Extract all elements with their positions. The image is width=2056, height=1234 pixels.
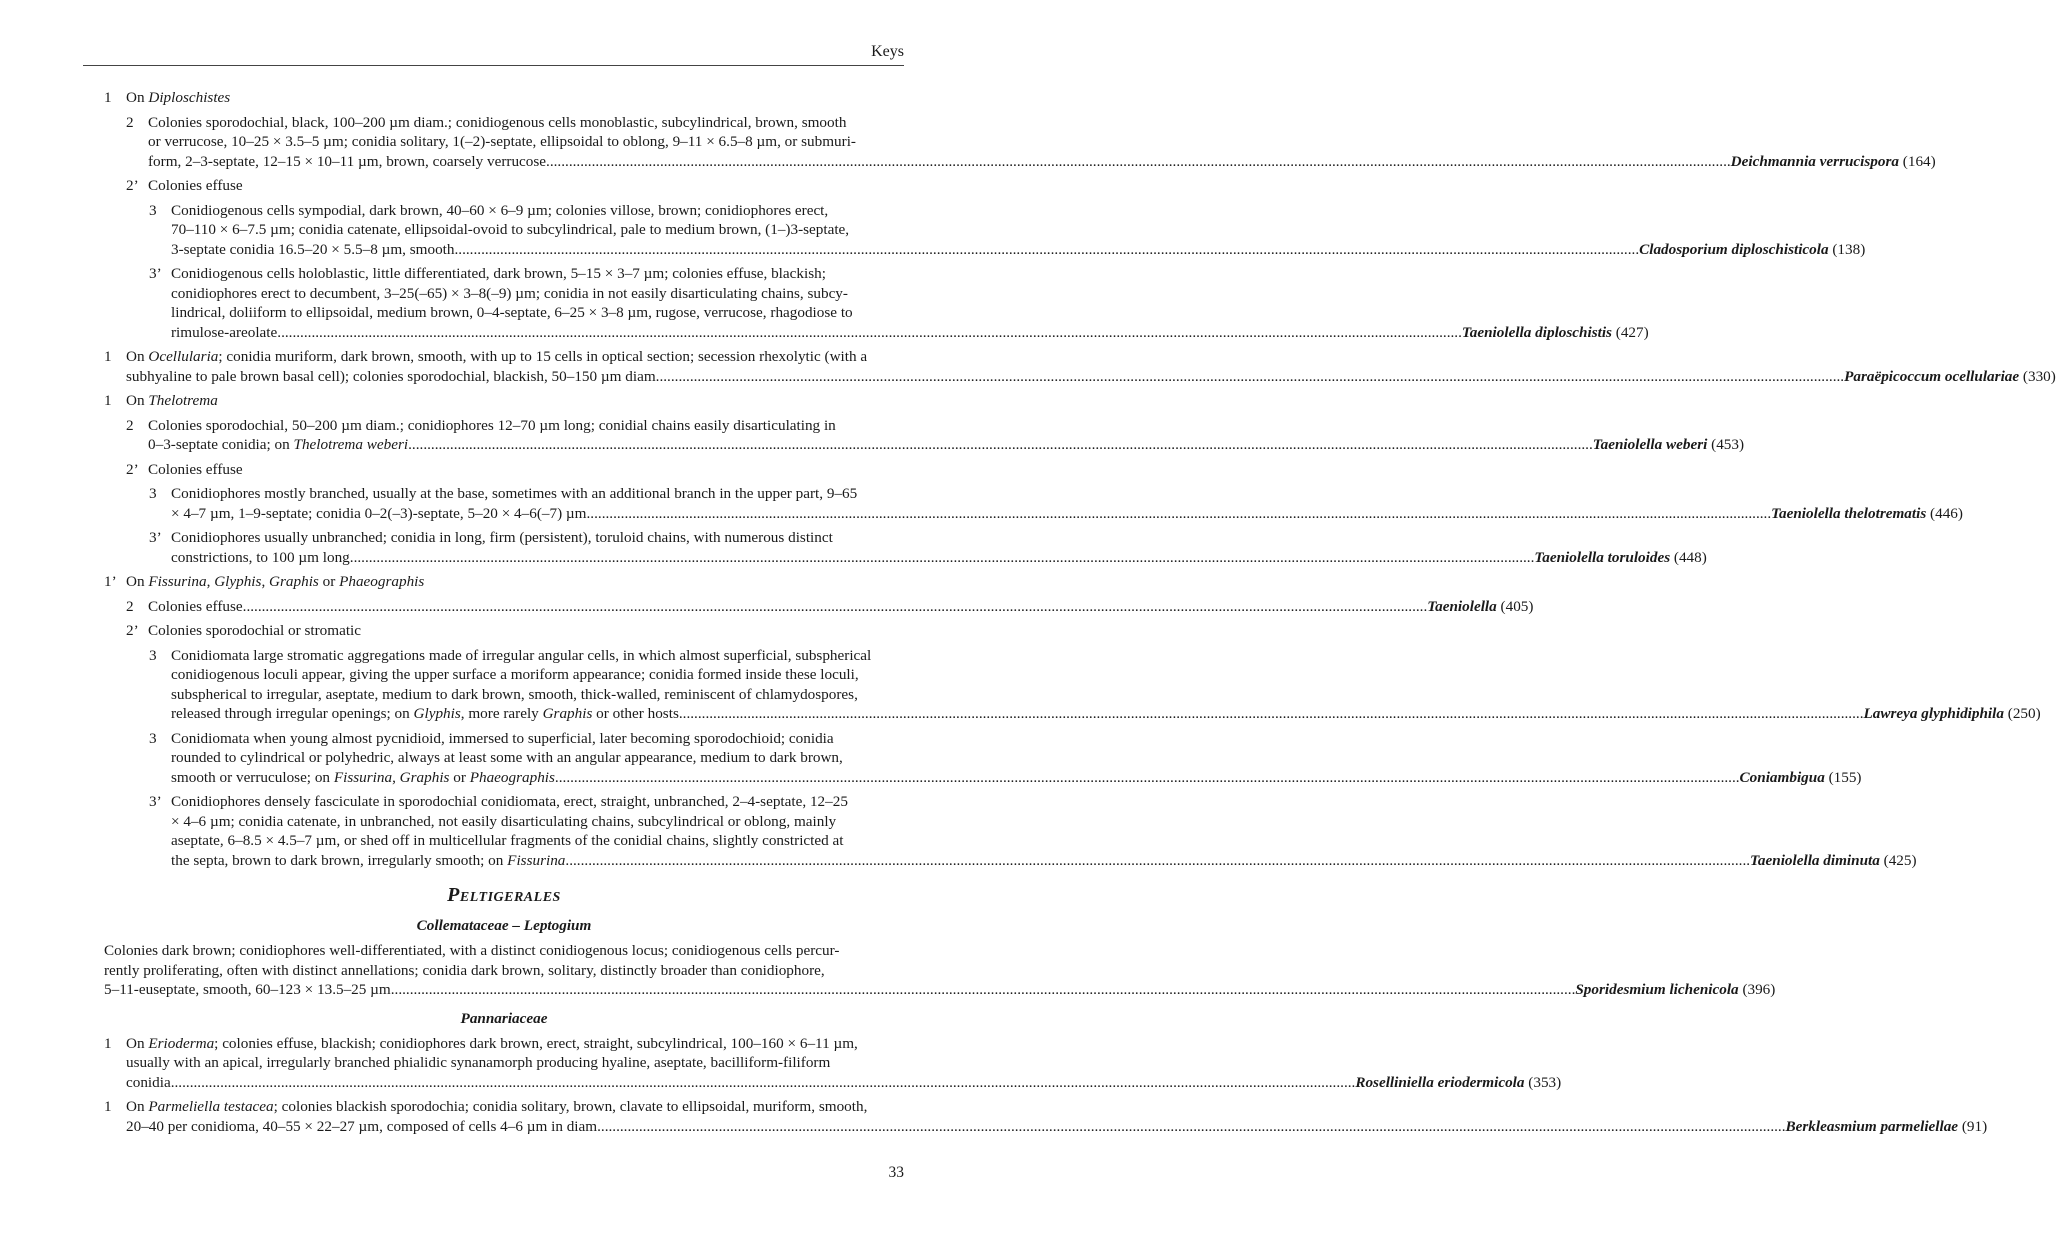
taxon-name: Cladosporium diploschisticola: [1639, 240, 1829, 258]
key-couplet: 1 On Parmeliella testacea; colonies blackish sporodochia; conidia solitary, brown, clavate to ellipsoidal, muriform, smooth, 20–40 per conidioma, 40–55 × 22–27 µm, composed of cells 4–6 µm in diam. ..... Berkleasmium parmeliellae (91): [104, 1097, 904, 1136]
host-genus: Fissurina: [148, 573, 207, 590]
leader-dots: [565, 851, 1750, 871]
page-ref: (330): [2022, 367, 2056, 385]
taxon-name: Taeniolella thelotrematis: [1771, 504, 1927, 522]
key-couplet: 2 Colonies effuse ..... Taeniolella (405): [104, 597, 904, 617]
couplet-number: 2’: [126, 460, 139, 478]
couplet-number: 3: [149, 729, 157, 747]
key-couplet: 2’ Colonies effuse: [126, 177, 243, 194]
leader-dots: [555, 768, 1740, 788]
host-genus: Graphis: [542, 705, 593, 722]
page-ref: (405): [1500, 597, 1534, 615]
couplet-number: 3’: [149, 265, 162, 282]
page-ref: (155): [1828, 768, 1862, 786]
host-genus: Fissurina: [507, 851, 566, 869]
page-ref: (250): [2007, 705, 2041, 722]
page-ref: (453): [1711, 436, 1745, 453]
couplet-number: 1: [104, 89, 112, 106]
key-couplet: 3’ Conidiogenous cells holoblastic, little differentiated, dark brown, 5–15 × 3–7 µm; colonies effuse, blackish; conidiophores erect to decumbent, 3–25(–65) × 3–8(–9) µm; conidia in not easily disarticulating chains, subcy- lindrical, doliiform to ellipsoidal, medium brown, 0–4-septate, 6–25 × 3–8 µm, rugose, verrucose, rhagodiose to rimulose-areolate ..... Taeniolella diploschistis (427): [104, 264, 904, 342]
taxon-name: Taeniolella diminuta: [1750, 851, 1880, 869]
key-couplet: 2’ Colonies sporodochial or stromatic: [126, 622, 362, 639]
taxon-name: Taeniolella weberi: [1592, 436, 1708, 453]
leader-dots: [679, 704, 1864, 724]
host-genus: Graphis: [269, 573, 319, 590]
key-couplet: 3’ Conidiophores densely fasciculate in sporodochial conidiomata, erect, straight, unbranched, 2–4-septate, 12–25 × 4–6 µm; conidia catenate, in unbranched, not easily disarticulating chains, subcylindrical or oblong, mainly aseptate, 6–8.5 × 4.5–7 µm, or shed off in multicellular fragments of the conidial chains, slightly constricted at the septa, brown to dark brown, irregularly smooth; on Fissurina ..... Taeniolella diminuta (425): [104, 792, 904, 870]
key-couplet: 3’ Conidiophores usually unbranched; conidia in long, firm (persistent), toruloid chains, with numerous distinct constrictions, to 100 µm long ..... Taeniolella toruloides (448): [104, 528, 904, 567]
key-couplet: 2 Colonies sporodochial, 50–200 µm diam.; conidiophores 12–70 µm long; conidial chains easily disarticulating in 0–3-septate conidia; on Thelotrema weberi ..... Taeniolella weberi (453): [104, 416, 904, 455]
leader-dots: [546, 152, 1731, 172]
host-genus: Glyphis: [413, 705, 461, 722]
taxon-name: Coniambigua: [1739, 768, 1825, 786]
key-couplet: 1’ On Fissurina, Glyphis, Graphis or Phaeographis: [104, 573, 425, 590]
couplet-number: 1: [104, 1098, 112, 1115]
key-couplet: 1 On Thelotrema: [104, 392, 218, 409]
host-genus: Erioderma: [148, 1034, 215, 1052]
page-ref: (91): [1961, 1117, 1988, 1135]
couplet-number: 3’: [149, 529, 162, 546]
couplet-number: 1: [104, 348, 112, 365]
leader-dots: [171, 1073, 1356, 1093]
key-couplet: 3 Conidiogenous cells sympodial, dark brown, 40–60 × 6–9 µm; colonies villose, brown; conidiophores erect, 70–110 × 6–7.5 µm; conidia catenate, ellipsoidal-ovoid to subcylindrical, pale to medium brown, (1–)3-septate, 3-septate conidia 16.5–20 × 5.5–8 µm, smooth ..... Cladosporium diploschisticola (138): [104, 201, 904, 260]
page-ref: (396): [1742, 981, 1776, 998]
host-genus: Thelotrema: [148, 392, 218, 409]
page-ref: (448): [1673, 548, 1707, 566]
host-genus: Phaeographis: [469, 768, 555, 786]
couplet-number: 1: [104, 1034, 112, 1052]
couplet-number: 2: [126, 597, 134, 615]
page-ref: (427): [1615, 323, 1649, 341]
host-genus: Phaeographis: [339, 573, 425, 590]
host-genus: Glyphis: [214, 573, 262, 590]
page-ref: (164): [1902, 152, 1936, 170]
taxon-name: Paraëpicoccum ocellulariae: [1844, 367, 2020, 385]
leader-dots: [408, 435, 1593, 455]
key-couplet: 3 Conidiomata large stromatic aggregations made of irregular angular cells, in which almost superficial, subspherical conidiogenous loculi appear, giving the upper surface a moriform appearance; conidia formed inside these loculi, subspherical to irregular, aseptate, medium to dark brown, smooth, thick-walled, reminiscent of chlamydospores, released through irregular openings; on Glyphis, more rarely Graphis or other hosts ..... Lawreya glyphidiphila (250): [104, 646, 904, 724]
key-couplet: 1 On Ocellularia; conidia muriform, dark brown, smooth, with up to 15 cells in optical section; secession rhexolytic (with a subhyaline to pale brown basal cell); colonies sporodochial, blackish, 50–150 µm diam. ..... Paraëpicoccum ocellulariae (330): [104, 347, 904, 386]
taxon-name: Roselliniella eriodermicola: [1355, 1073, 1525, 1091]
couplet-number: 3: [149, 201, 157, 219]
leader-dots: [587, 504, 1772, 524]
header-rule: [83, 65, 904, 66]
family-heading: Collemataceae – Leptogium: [416, 917, 592, 934]
host-genus: Graphis: [399, 768, 450, 786]
leader-dots: [350, 548, 1535, 568]
leader-dots: [391, 980, 1576, 1000]
taxon-name: Taeniolella toruloides: [1534, 548, 1671, 566]
key-paragraph: Colonies dark brown; conidiophores well-differentiated, with a distinct conidiogenous locus; conidiogenous cells percur- rently proliferating, often with distinct annellations; conidia dark brown, solitary, distinctly broader than conidiophore, 5–11-euseptate, smooth, 60–123 × 13.5–25 µm ..... Sporidesmium lichenicola (396): [104, 941, 904, 1000]
taxon-name: Deichmannia verrucispora: [1730, 152, 1899, 170]
key-couplet: 2 Colonies sporodochial, black, 100–200 µm diam.; conidiogenous cells monoblastic, subcylindrical, brown, smooth or verrucose, 10–25 × 3.5–5 µm; conidia solitary, 1(–2)-septate, ellipsoidal to oblong, 9–11 × 6.5–8 µm, or submuri- form, 2–3-septate, 12–15 × 10–11 µm, brown, coarsely verrucose ..... Deichmannia verrucispora (164): [104, 113, 904, 172]
taxon-name: Sporidesmium lichenicola: [1575, 981, 1739, 998]
taxon-name: Lawreya glyphidiphila: [1863, 705, 2004, 722]
taxon-name: Berkleasmium parmeliellae: [1785, 1117, 1959, 1135]
leader-dots: [659, 367, 1844, 387]
host-genus: Fissurina: [333, 768, 393, 786]
couplet-number: 3’: [149, 793, 162, 810]
host-species: Parmeliella testacea: [148, 1098, 274, 1115]
page-ref: (353): [1528, 1073, 1562, 1091]
taxon-name: Taeniolella diploschistis: [1461, 323, 1612, 341]
leader-dots: [601, 1117, 1786, 1137]
page-ref: (425): [1883, 851, 1917, 869]
key-couplet: 1 On Erioderma; colonies effuse, blackish; conidiophores dark brown, erect, straight, subcylindrical, 100–160 × 6–11 µm, usually with an apical, irregularly branched phialidic synanamorph producing hyaline, aseptate, bacilliform-filiform conidia ..... Roselliniella eriodermicola (353): [104, 1034, 904, 1093]
leader-dots: [277, 323, 1462, 343]
family-heading: Pannariaceae: [460, 1009, 548, 1027]
page-ref: (446): [1930, 504, 1963, 522]
couplet-number: 2: [126, 113, 134, 131]
leader-dots: [243, 597, 1428, 617]
order-heading: Peltigerales: [447, 884, 561, 906]
couplet-number: 3: [149, 485, 157, 502]
host-genus: Diploschistes: [148, 89, 231, 106]
couplet-number: 2’: [126, 622, 139, 639]
key-couplet: 1 On Diploschistes: [104, 89, 231, 106]
host-genus: Ocellularia: [148, 348, 219, 365]
running-header: Keys: [871, 43, 904, 60]
leader-dots: [454, 240, 1639, 260]
couplet-number: 3: [149, 646, 157, 664]
key-content: [104, 88, 2056, 1141]
key-couplet: 2’ Colonies effuse: [126, 460, 243, 478]
couplet-number: 1’: [104, 573, 117, 590]
taxon-name: Taeniolella: [1427, 597, 1497, 615]
couplet-number: 2: [126, 416, 134, 434]
key-couplet: 3 Conidiomata when young almost pycnidioid, immersed to superficial, later becoming sporodochioid; conidia rounded to cylindrical or polyhedric, always at least some with an angular appearance, medium to dark brown, smooth or verruculose; on Fissurina, Graphis or Phaeographis ..... Coniambigua (155): [104, 729, 904, 788]
page-number: 33: [888, 1164, 904, 1181]
key-couplet: 3 Conidiophores mostly branched, usually at the base, sometimes with an additional branch in the upper part, 9–65 × 4–7 µm, 1–9-septate; conidia 0–2(–3)-septate, 5–20 × 4–6(–7) µm ..... Taeniolella thelotrematis (446): [104, 484, 904, 523]
page-ref: (138): [1832, 240, 1866, 258]
couplet-number: 1: [104, 392, 112, 409]
couplet-number: 2’: [126, 177, 139, 194]
host-species: Thelotrema weberi: [293, 436, 409, 453]
